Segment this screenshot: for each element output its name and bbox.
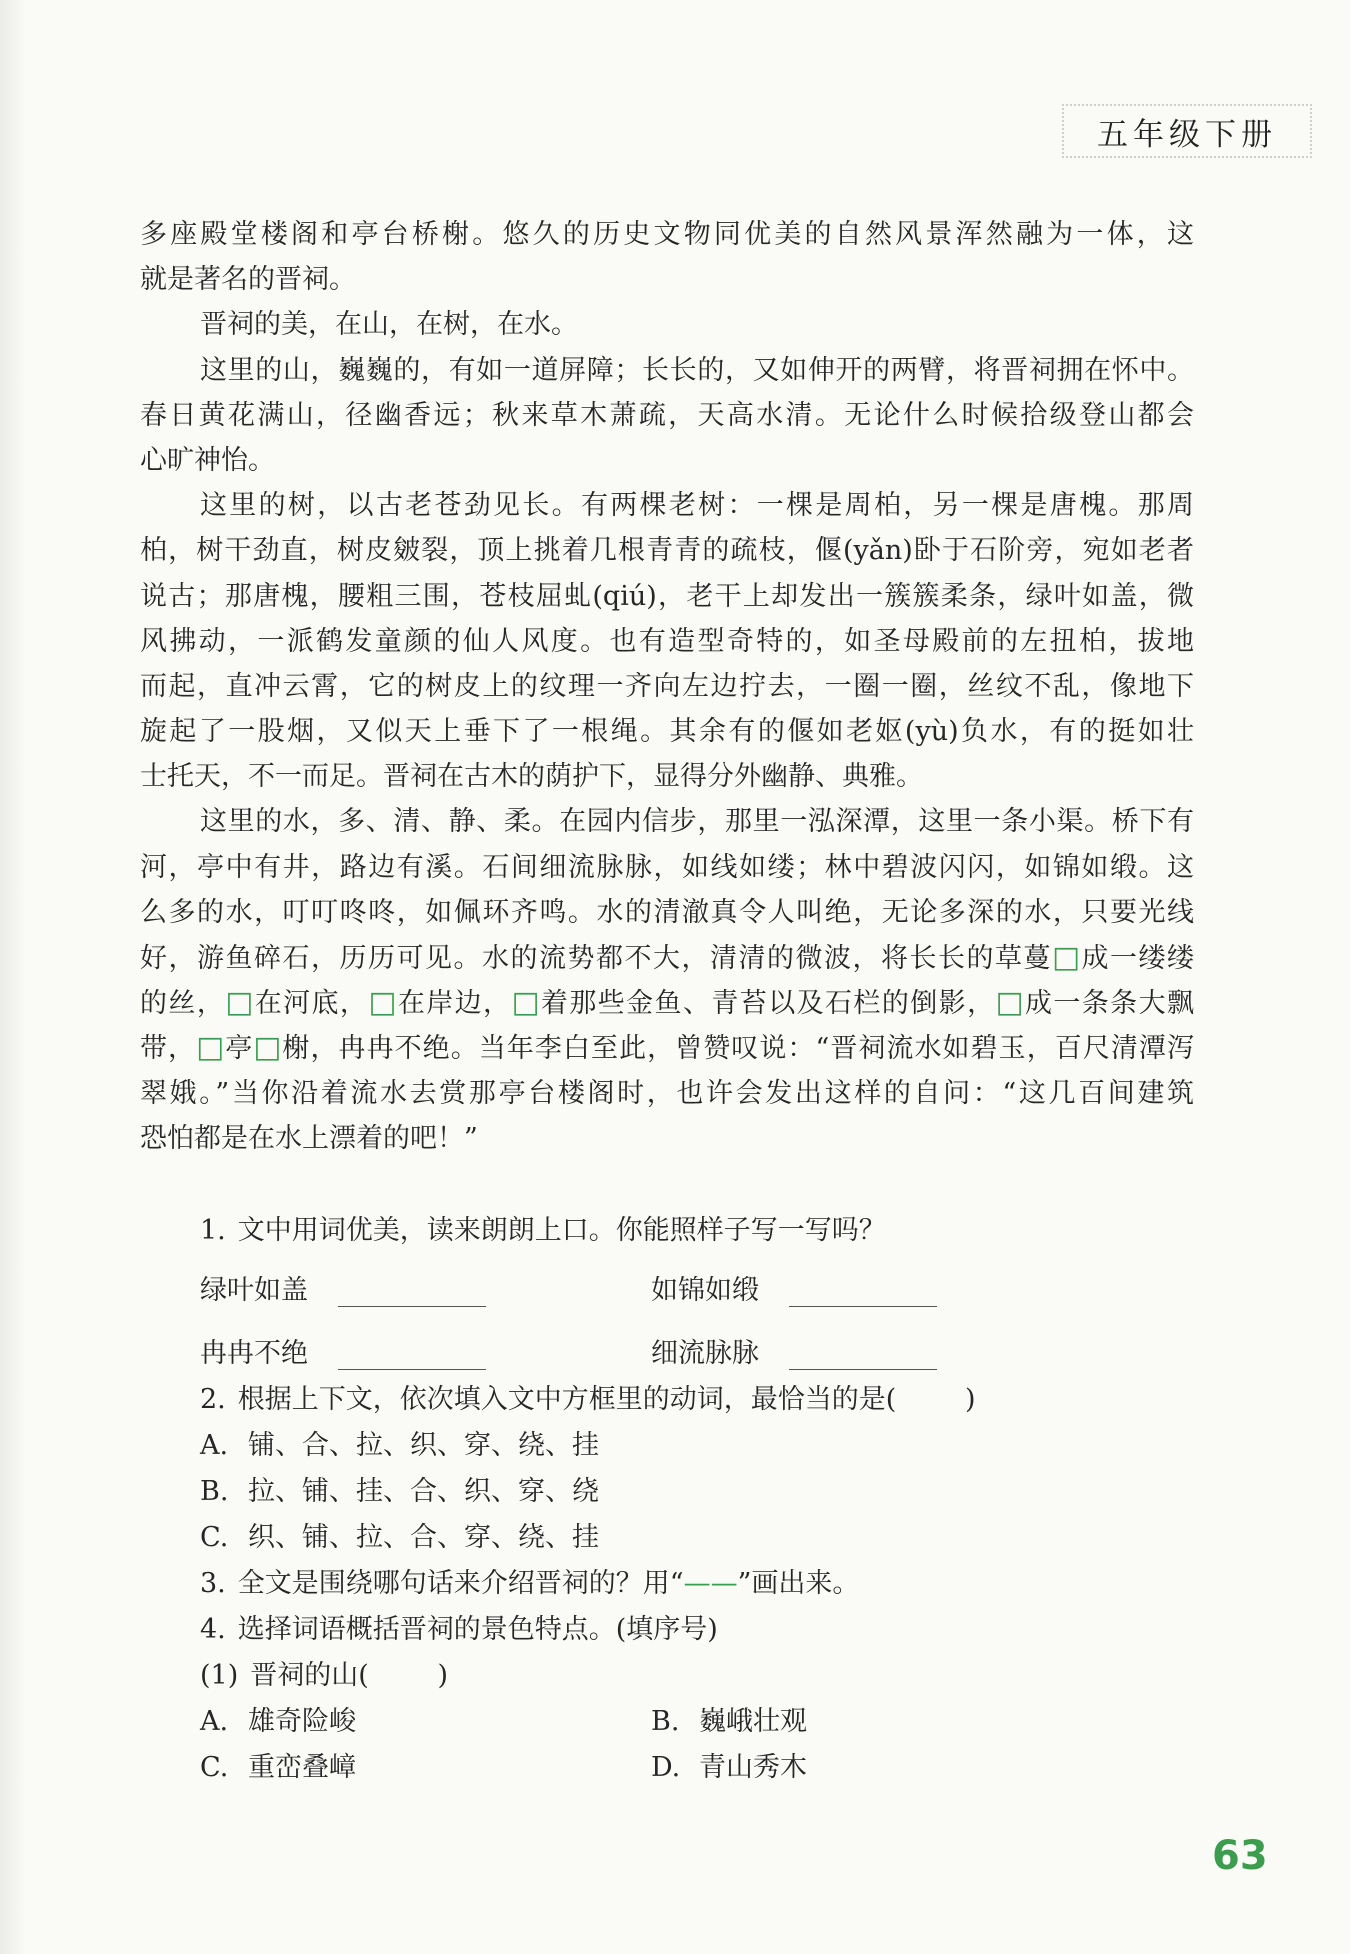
fill-in-box[interactable]: □ xyxy=(995,985,1025,1021)
passage-line: 恐怕都是在水上漂着的吧！” xyxy=(140,1122,478,1154)
question-prompt: 全文是围绕哪句话来介绍晋祠的？用“ xyxy=(237,1568,684,1599)
underline-mark-sample: —— xyxy=(683,1568,738,1599)
fill-in-box[interactable]: □ xyxy=(511,985,541,1021)
option-letter: C. xyxy=(200,1752,229,1783)
answer-option[interactable] xyxy=(200,1515,1200,1561)
passage-paragraph xyxy=(140,212,1194,302)
question-number: 2. xyxy=(200,1384,226,1415)
answer-option[interactable] xyxy=(200,1469,1200,1515)
fill-in-box[interactable]: □ xyxy=(253,1030,283,1066)
option-text: 巍峨壮观 xyxy=(699,1706,807,1737)
option-letter: B. xyxy=(651,1706,680,1737)
question-1 xyxy=(200,1208,1200,1254)
answer-blank[interactable] xyxy=(338,1345,486,1370)
question-prompt: 选择词语概括晋祠的景色特点。(填序号) xyxy=(237,1614,718,1645)
page-edge-shadow xyxy=(0,0,26,1954)
question-prompt: 根据上下文，依次填入文中方框里的动词，最恰当的是( ) xyxy=(237,1384,976,1415)
grade-label: 五年级下册 xyxy=(1097,116,1277,153)
passage-line: 士托天，不一而足。晋祠在古木的荫护下，显得分外幽静、典雅。 xyxy=(140,761,923,793)
passage-text: 带， xyxy=(140,1033,197,1065)
passage-line: 风拂动，一派鹤发童颜的仙人风度。也有造型奇特的，如圣母殿前的左扭柏，拔地 xyxy=(140,625,1194,657)
answer-blank[interactable] xyxy=(789,1282,937,1307)
example-item xyxy=(651,1268,1102,1314)
answer-option[interactable] xyxy=(651,1699,1102,1745)
sub-question-number: (1) xyxy=(200,1660,239,1691)
passage-line: 多座殿堂楼阁和亭台桥榭。悠久的历史文物同优美的自然风景浑然融为一体，这 xyxy=(140,219,1194,250)
question-prompt: ”画出来。 xyxy=(737,1568,860,1599)
option-row xyxy=(200,1699,1200,1745)
answer-option[interactable] xyxy=(651,1745,1102,1791)
fill-in-box[interactable]: □ xyxy=(225,985,255,1021)
idiom-example: 冉冉不绝 xyxy=(200,1338,308,1369)
exercise-questions xyxy=(200,1208,1200,1791)
option-text: 织、铺、拉、合、穿、绕、挂 xyxy=(248,1522,599,1553)
question-prompt: 文中用词优美，读来朗朗上口。你能照样子写一写吗？ xyxy=(237,1215,886,1246)
passage-text: 亭 xyxy=(225,1033,254,1065)
passage-line: 旋起了一股烟，又似天上垂下了一根绳。其余有的偃如老妪(yù)负水，有的挺如壮 xyxy=(140,716,1194,748)
example-item xyxy=(200,1268,651,1314)
passage-line: 就是著名的晋祠。 xyxy=(140,264,356,296)
answer-blank[interactable] xyxy=(789,1345,937,1370)
passage-line: 翠娥。”当你沿着流水去赏那亭台楼阁时，也许会发出这样的自问：“这几百间建筑 xyxy=(140,1077,1194,1109)
option-letter: B. xyxy=(200,1476,229,1507)
answer-option[interactable] xyxy=(200,1699,651,1745)
question-number: 3. xyxy=(200,1568,226,1599)
passage-line: 这里的树，以古老苍劲见长。有两棵老树：一棵是周柏，另一棵是唐槐。那周 xyxy=(200,490,1194,522)
passage-line: 心旷神怡。 xyxy=(140,444,275,476)
passage-text: 榭，冉冉不绝。当年李白至此，曾赞叹说：“晋祠流水如碧玉，百尺清潭泻 xyxy=(282,1033,1194,1065)
option-row xyxy=(200,1745,1200,1791)
option-text: 雄奇险峻 xyxy=(248,1706,356,1737)
passage-line: 河，亭中有井，路边有溪。石间细流脉脉，如线如缕；林中碧波闪闪，如锦如缎。这 xyxy=(140,851,1194,883)
passage-line: 这里的山，巍巍的，有如一道屏障；长长的，又如伸开的两臂，将晋祠拥在怀中。 xyxy=(200,354,1194,386)
passage-text: 着那些金鱼、青苔以及石栏的倒影， xyxy=(540,988,996,1020)
passage-line: 柏，树干劲直，树皮皴裂，顶上挑着几根青青的疏枝，偃(yǎn)卧于石阶旁，宛如老者 xyxy=(140,535,1194,567)
passage-paragraph xyxy=(140,302,1194,347)
idiom-example: 如锦如缎 xyxy=(651,1275,759,1306)
reading-passage xyxy=(140,212,1194,1161)
passage-paragraph xyxy=(140,348,1194,484)
passage-line: 而起，直冲云霄，它的树皮上的纹理一齐向左边拧去，一圈一圈，丝纹不乱，像地下 xyxy=(140,670,1194,702)
option-text: 青山秀木 xyxy=(699,1752,807,1783)
question-number: 1. xyxy=(200,1215,226,1246)
passage-paragraph xyxy=(140,483,1194,799)
example-item xyxy=(200,1331,651,1377)
example-row xyxy=(200,1268,1200,1314)
example-row xyxy=(200,1331,1200,1377)
sub-question-1 xyxy=(200,1653,1200,1699)
passage-line: 晋祠的美，在山，在树，在水。 xyxy=(200,309,578,341)
passage-line xyxy=(140,1025,1194,1070)
option-letter: A. xyxy=(200,1430,229,1461)
idiom-example: 绿叶如盖 xyxy=(200,1275,308,1306)
passage-line: 说古；那唐槐，腰粗三围，苍枝屈虬(qiú)，老干上却发出一簇簇柔条，绿叶如盖，微 xyxy=(140,580,1194,612)
passage-text: 的丝， xyxy=(140,988,226,1020)
question-2 xyxy=(200,1377,1200,1423)
fill-in-box[interactable]: □ xyxy=(196,1030,226,1066)
passage-text: 好，游鱼碎石，历历可见。水的流势都不大，清清的微波，将长长的草蔓 xyxy=(140,943,1052,974)
option-text: 重峦叠嶂 xyxy=(248,1752,356,1783)
option-text: 铺、合、拉、织、穿、绕、挂 xyxy=(248,1430,599,1461)
idiom-example: 细流脉脉 xyxy=(651,1338,759,1369)
passage-text: 成一缕缕 xyxy=(1081,943,1194,974)
answer-blank[interactable] xyxy=(338,1282,486,1307)
passage-text: 在河底， xyxy=(254,988,369,1020)
question-4 xyxy=(200,1607,1200,1653)
passage-line: 春日黄花满山，径幽香远；秋来草木萧疏，天高水清。无论什么时候拾级登山都会 xyxy=(140,399,1194,431)
passage-line: 这里的水，多、清、静、柔。在园内信步，那里一泓深潭，这里一条小渠。桥下有 xyxy=(200,806,1194,838)
passage-line: 么多的水，叮叮咚咚，如佩环齐鸣。水的清澈真令人叫绝，无论多深的水，只要光线 xyxy=(140,896,1194,928)
example-item xyxy=(651,1331,1102,1377)
fill-in-box[interactable]: □ xyxy=(1051,940,1082,975)
passage-line xyxy=(140,980,1194,1025)
fill-in-box[interactable]: □ xyxy=(368,985,398,1021)
question-3 xyxy=(200,1561,1200,1607)
question-prompt: 晋祠的山( ) xyxy=(250,1660,448,1691)
option-letter: C. xyxy=(200,1522,229,1553)
answer-option[interactable] xyxy=(200,1745,651,1791)
option-text: 拉、铺、挂、合、织、穿、绕 xyxy=(248,1476,599,1507)
page-number: 63 xyxy=(1212,1833,1268,1879)
answer-option[interactable] xyxy=(200,1423,1200,1469)
option-letter: D. xyxy=(651,1752,681,1783)
option-letter: A. xyxy=(200,1706,229,1737)
question-number: 4. xyxy=(200,1614,226,1645)
passage-paragraph xyxy=(140,799,1194,1161)
passage-text: 在岸边， xyxy=(397,988,512,1020)
passage-line xyxy=(140,935,1194,980)
grade-tab xyxy=(1062,104,1312,158)
passage-text: 成一条条大飘 xyxy=(1024,988,1194,1020)
